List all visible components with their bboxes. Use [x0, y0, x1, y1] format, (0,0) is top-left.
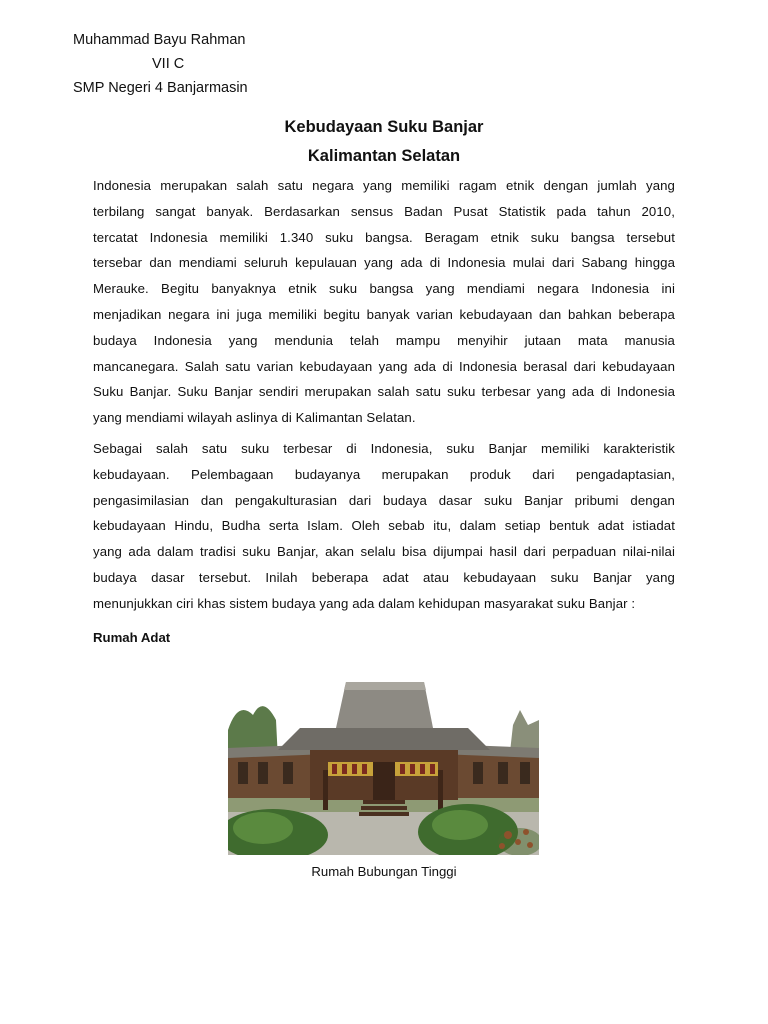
paragraph-line: tersebar dan mendiami seluruh kepulauan yang ada di Indonesia mulai dari Sabang hingga: [93, 255, 675, 271]
class-label: VII C: [152, 56, 185, 72]
school-name: SMP Negeri 4 Banjarmasin: [73, 80, 248, 96]
paragraph-line: pengasimilasian dan pengakulturasian dari budaya dasar suku Banjar pribumi dengan: [93, 492, 675, 508]
author-name: Muhammad Bayu Rahman: [73, 32, 246, 48]
paragraph-line: menjadikan negara ini juga memiliki begitu banyak varian kebudayaan dan bahkan beberapa: [93, 306, 675, 322]
paragraph-line: budaya Indonesia yang mendunia telah mampu menyihir jutaan mata manusia: [93, 332, 675, 348]
photo-caption: Rumah Bubungan Tinggi: [311, 864, 457, 879]
paragraph-line: tercatat Indonesia memiliki 1.340 suku bangsa. Beragam etnik suku bangsa tersebut: [93, 229, 675, 245]
paragraph-line: yang mendiami wilayah aslinya di Kalimantan Selatan.: [93, 410, 416, 426]
paragraph-line: kebudayaan. Pelembagaan budayanya merupakan produk dari pengadaptasian,: [93, 466, 675, 482]
paragraph-line: Indonesia merupakan salah satu negara yang memiliki ragam etnik dengan jumlah yang: [93, 178, 675, 193]
paragraph-line: yang ada dalam tradisi suku Banjar, akan selalu bisa dijumpai hasil dari perpaduan nilai-nilai: [93, 544, 675, 560]
paragraph-line: mancanegara. Salah satu varian kebudayaan yang ada di Indonesia berasal dari kebudayaan: [93, 358, 675, 374]
paragraph-2: [93, 436, 675, 617]
paragraph-line: Merauke. Begitu banyaknya etnik suku bangsa yang mendiami negara Indonesia ini: [93, 281, 675, 297]
paragraph-line: budaya dasar tersebut. Inilah beberapa adat atau kebudayaan suku Banjar yang: [93, 569, 675, 585]
paragraph-line: terbilang sangat banyak. Berdasarkan sensus Badan Pusat Statistik pada tahun 2010,: [93, 203, 675, 219]
paragraph-line: kebudayaan Hindu, Budha serta Islam. Oleh sebab itu, dalam setiap bentuk adat istiadat: [93, 518, 675, 534]
document-title: Kebudayaan Suku Banjar: [284, 118, 484, 136]
paragraph-line: menunjukkan ciri khas sistem budaya yang ada dalam kehidupan masyarakat suku Banjar :: [93, 595, 636, 611]
section-heading: Rumah Adat: [93, 630, 171, 645]
paragraph-line: Suku Banjar. Suku Banjar sendiri merupakan salah satu suku terbesar yang ada di Indonesia: [93, 384, 675, 400]
house-photo: [228, 670, 539, 855]
document-subtitle: Kalimantan Selatan: [307, 147, 461, 165]
paragraph-1: [93, 173, 675, 431]
paragraph-line: Sebagai salah satu suku terbesar di Indonesia, suku Banjar memiliki karakteristik: [93, 441, 675, 456]
